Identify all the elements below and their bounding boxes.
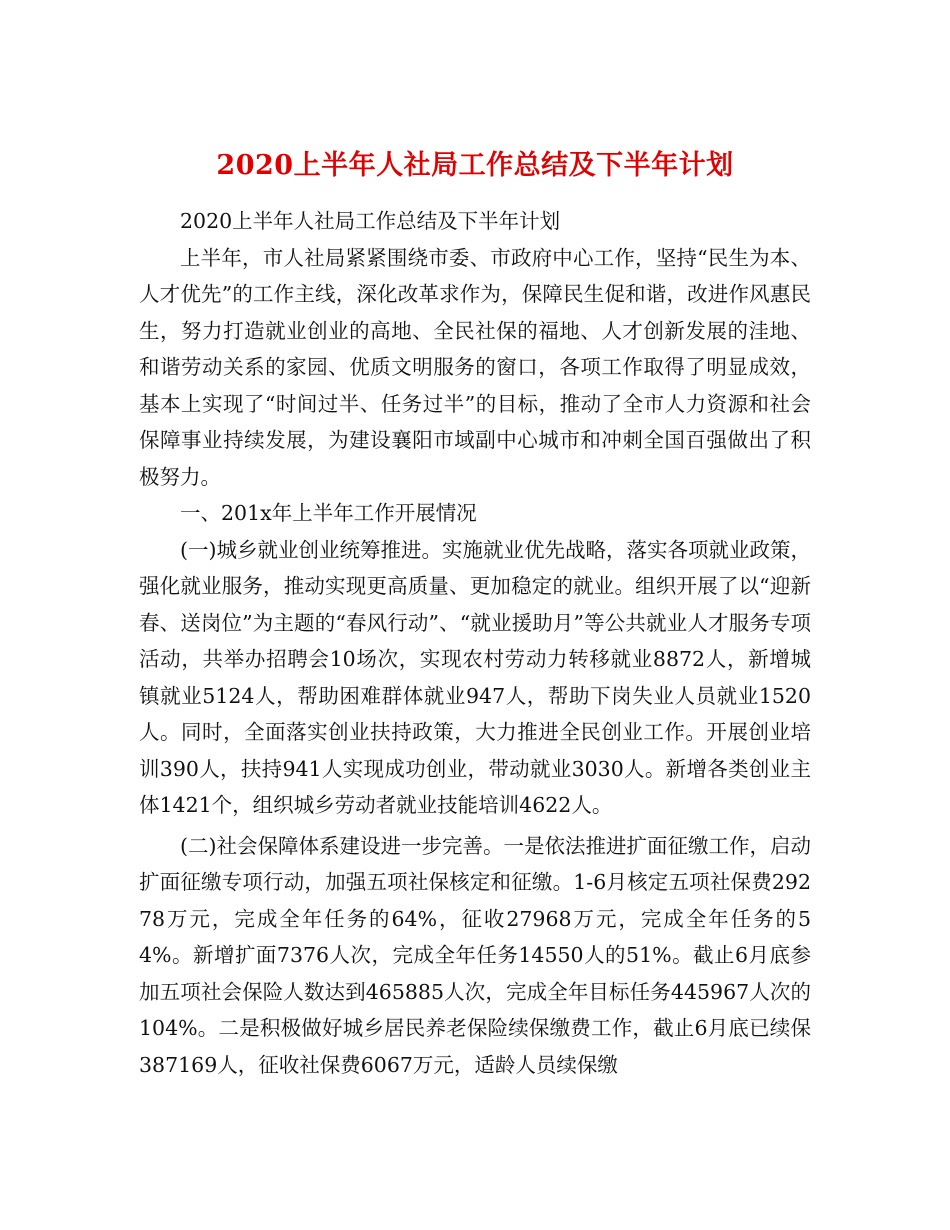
document-body [139, 203, 811, 1083]
paragraph-intro: 上半年，市人社局紧紧围绕市委、市政府中心工作，坚持“民生为本、人才优先”的工作主线，深化改革求作为，保障民生促和谐，改进作风惠民生，努力打造就业创业的高地、全民社保的福地、人才创新发展的洼地、和谐劳动关系的家园、优质文明服务的窗口，各项工作取得了明显成效，基本上实现了“时间过半、任务过半”的目标，推动了全市人力资源和社会保障事业持续发展，为建设襄阳市域副中心城市和冲刺全国百强做出了积极努力。 [139, 245, 811, 489]
paragraph-employment: (一)城乡就业创业统筹推进。实施就业优先战略，落实各项就业政策，强化就业服务，推动实现更高质量、更加稳定的就业。组织开展了以“迎新春、送岗位”为主题的“春风行动”、“就业援助月”等公共就业人才服务专项活动，共举办招聘会10场次，实现农村劳动力转移就业8872人，新增城镇就业5124人，帮助困难群体就业947人，帮助下岗失业人员就业1520人。同时，全面落实创业扶持政策，大力推进全民创业工作。开展创业培训390人，扶持941人实现成功创业，带动就业3030人。新增各类创业主体1421个，组织城乡劳动者就业技能培训4622人。 [139, 537, 811, 817]
paragraph-social-security: (二)社会保障体系建设进一步完善。一是依法推进扩面征缴工作，启动扩面征缴专项行动，加强五项社保核定和征缴。1-6月核定五项社保费29278万元，完成全年任务的64%，征收27968万元，完成全年任务的54%。新增扩面7376人次，完成全年任务14550人的51%。截止6月底参加五项社会保险人数达到465885人次，完成全年目标任务445967人次的104%。二是积极做好城乡居民养老保险续保缴费工作，截止6月底已续保387169人，征收社保费6067万元，适龄人员续保缴 [139, 833, 811, 1077]
section-heading-1: 一、201x年上半年工作开展情况 [180, 501, 477, 525]
document-title: 2020上半年人社局工作总结及下半年计划 [216, 150, 734, 182]
paragraph-subtitle: 2020上半年人社局工作总结及下半年计划 [180, 209, 561, 233]
